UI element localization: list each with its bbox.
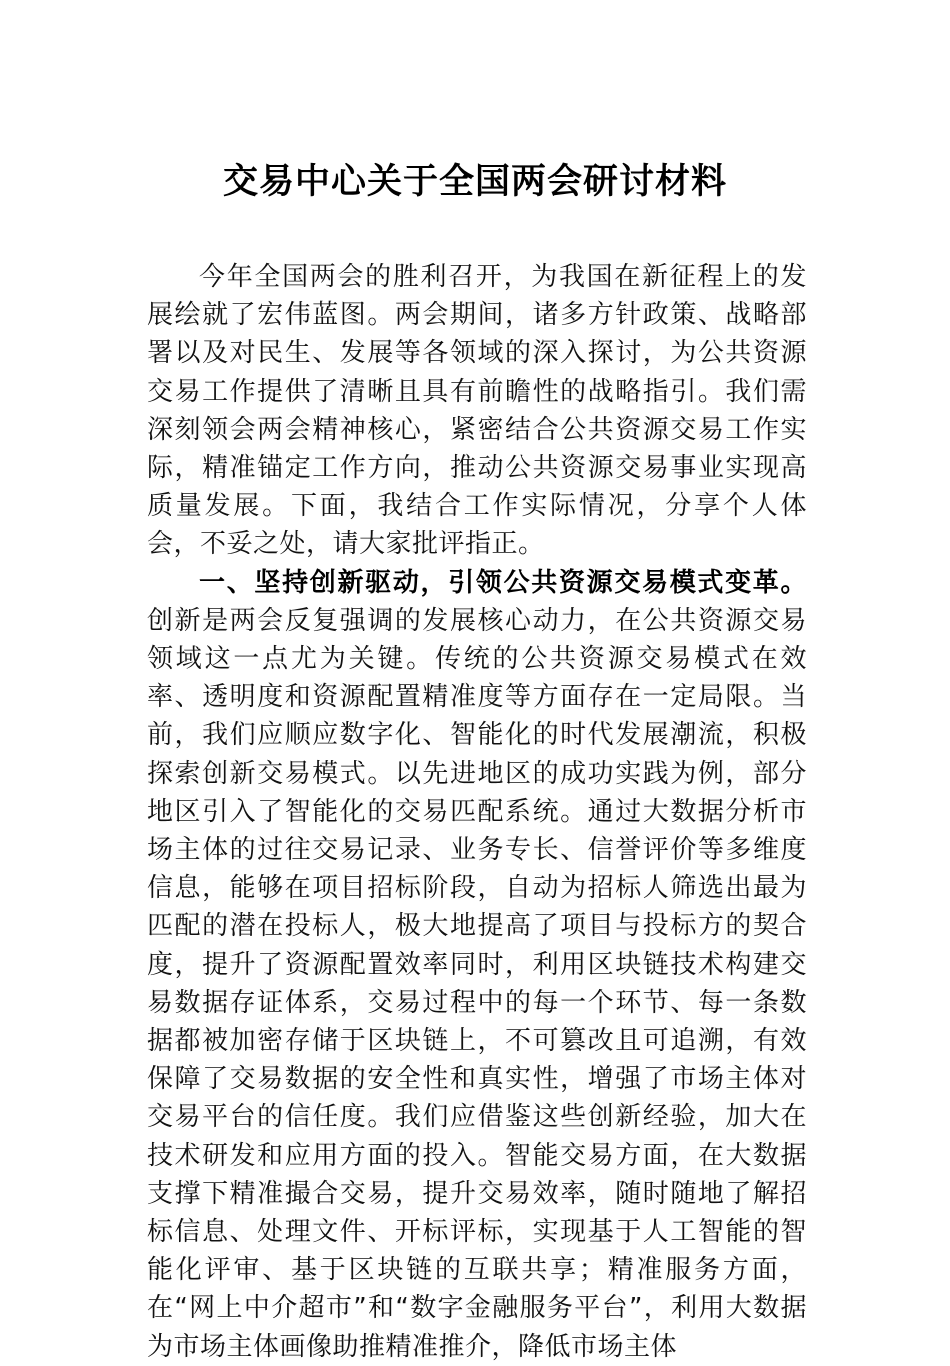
document-body: [147, 258, 807, 1366]
section-1-text: 创新是两会反复强调的发展核心动力，在公共资源交易领域这一点尤为关键。传统的公共资源交易模式在效率、透明度和资源配置精准度等方面存在一定局限。当前，我们应顺应数字化、智能化的时代发展潮流，积极探索创新交易模式。以先进地区的成功实践为例，部分地区引入了智能化的交易匹配系统。通过大数据分析市场主体的过往交易记录、业务专长、信誉评价等多维度信息，能够在项目招标阶段，自动为招标人筛选出最为匹配的潜在投标人，极大地提高了项目与投标方的契合度，提升了资源配置效率同时，利用区块链技术构建交易数据存证体系，交易过程中的每一个环节、每一条数据都被加密存储于区块链上，不可篡改且可追溯，有效保障了交易数据的安全性和真实性，增强了市场主体对交易平台的信任度。我们应借鉴这些创新经验，加大在技术研发和应用方面的投入。智能交易方面，在大数据支撑下精准撮合交易，提升交易效率，随时随地了解招标信息、处理文件、开标评标，实现基于人工智能的智能化评审、基于区块链的互联共享；精准服务方面，在“网上中介超市”和“数字金融服务平台”，利用大数据为市场主体画像助推精准推介，降低市场主体: [147, 605, 807, 1362]
section-1-paragraph: [147, 564, 807, 1366]
intro-paragraph: 今年全国两会的胜利召开，为我国在新征程上的发展绘就了宏伟蓝图。两会期间，诸多方针政策、战略部署以及对民生、发展等各领域的深入探讨，为公共资源交易工作提供了清晰且具有前瞻性的战略指引。我们需深刻领会两会精神核心，紧密结合公共资源交易工作实际，精准锚定工作方向，推动公共资源交易事业实现高质量发展。下面，我结合工作实际情况，分享个人体会，不妥之处，请大家批评指正。: [147, 262, 807, 560]
section-1-heading: 一、坚持创新驱动，引领公共资源交易模式变革。: [199, 567, 807, 598]
document-title: 交易中心关于全国两会研讨材料: [222, 161, 727, 202]
